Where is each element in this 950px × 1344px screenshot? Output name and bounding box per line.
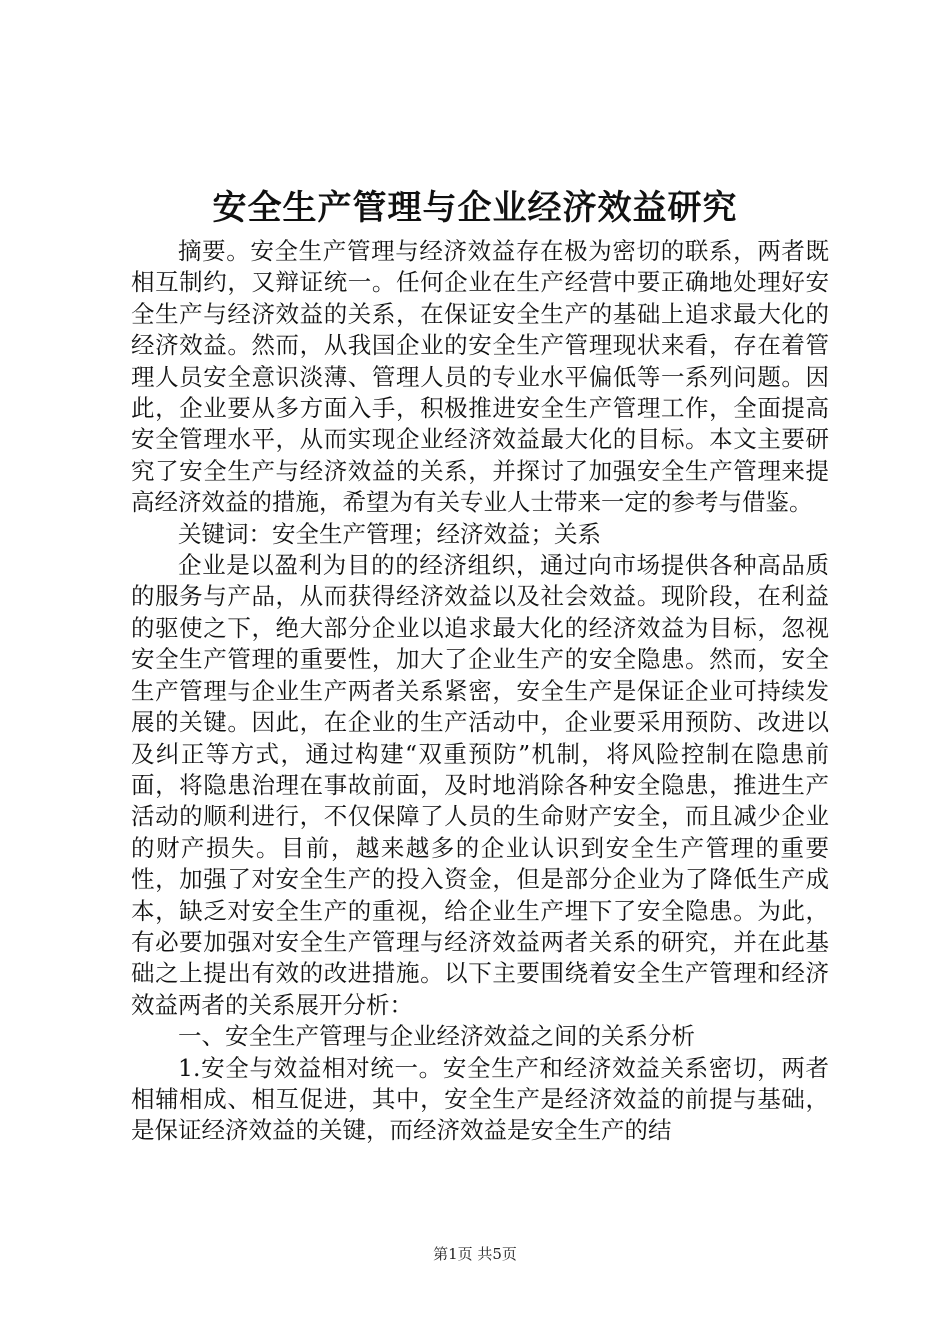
intro-paragraph: 企业是以盈利为目的的经济组织，通过向市场提供各种高品质的服务与产品，从而获得经济效益以及社会效益。现阶段，在利益的驱使之下，绝大部分企业以追求最大化的经济效益为目标，忽视安全生产管理的重要性，加大了企业生产的安全隐患。然而，安全生产管理与企业生产两者关系紧密，安全生产是保证企业可持续发展的关键。因此，在企业的生产活动中，企业要采用预防、改进以及纠正等方式，通过构建“双重预防”机制，将风险控制在隐患前面，将隐患治理在事故前面，及时地消除各种安全隐患，推进生产活动的顺利进行，不仅保障了人员的生命财产安全，而且减少企业的财产损失。目前，越来越多的企业认识到安全生产管理的重要性，加强了对安全生产的投入资金，但是部分企业为了降低生产成本，缺乏对安全生产的重视，给企业生产埋下了安全隐患。为此，有必要加强对安全生产管理与经济效益两者关系的研究，并在此基础之上提出有效的改进措施。以下主要围绕着安全生产管理和经济效益两者的关系展开分析： xyxy=(131,551,829,1019)
section-paragraph: 1.安全与效益相对统一。安全生产和经济效益关系密切，两者相辅相成、相互促进，其中，安全生产是经济效益的前提与基础，是保证经济效益的关键，而经济效益是安全生产的结 xyxy=(131,1053,829,1145)
section-heading: 一、安全生产管理与企业经济效益之间的关系分析 xyxy=(178,1022,695,1051)
page-footer: 第1页 共5页 xyxy=(433,1245,517,1263)
document-body xyxy=(131,236,829,1147)
document-title: 安全生产管理与企业经济效益研究 xyxy=(212,188,738,228)
abstract-paragraph: 摘要。安全生产管理与经济效益存在极为密切的联系，两者既相互制约，又辩证统一。任何企业在生产经营中要正确地处理好安全生产与经济效益的关系，在保证安全生产的基础上追求最大化的经济效益。然而，从我国企业的安全生产管理现状来看，存在着管理人员安全意识淡薄、管理人员的专业水平偏低等一系列问题。因此，企业要从多方面入手，积极推进安全生产管理工作，全面提高安全管理水平，从而实现企业经济效益最大化的目标。本文主要研究了安全生产与经济效益的关系，并探讨了加强安全生产管理来提高经济效益的措施，希望为有关专业人士带来一定的参考与借鉴。 xyxy=(131,237,829,517)
keywords-paragraph: 关键词：安全生产管理；经济效益；关系 xyxy=(178,519,601,548)
